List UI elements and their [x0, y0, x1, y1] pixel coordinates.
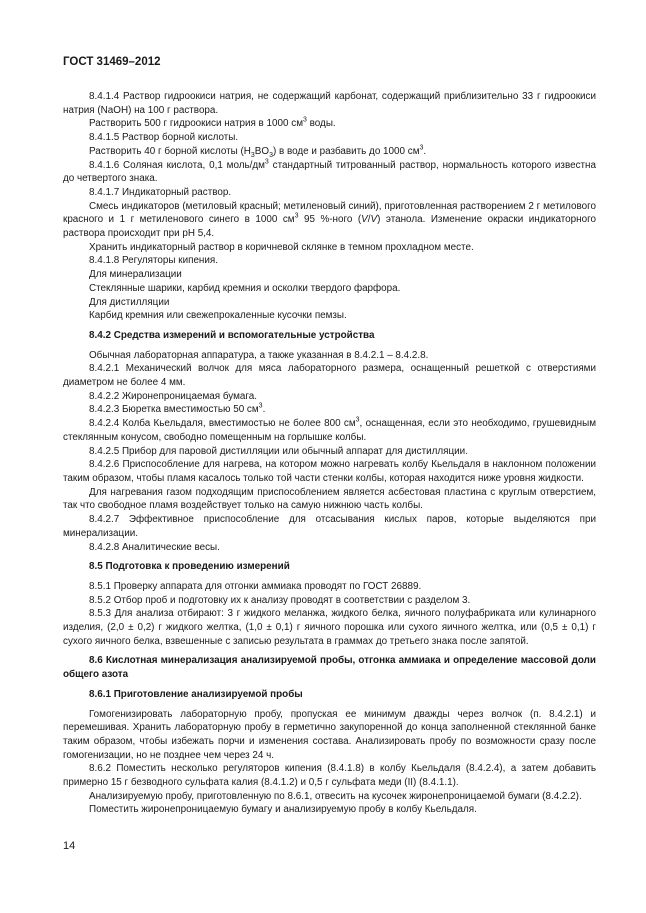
paragraph: 8.5.1 Проверку аппарата для отгонки аммиака проводят по ГОСТ 26889. — [89, 580, 422, 592]
paragraph: Карбид кремния или свежепрокаленные кусочки пемзы. — [89, 310, 347, 322]
paragraph: 8.5.3 Для анализа отбирают: 3 г жидкого меланжа, жидкого белка, яичного полуфабриката или кулинарного изделия, (2,0 ± 0,2) г жидкого желтка, (1,0 ± 0,1) г яичного порошка или сухого яичного желтка, или (0,5 ± 0,1) г сухого яичного белка, взвешенные с записью результата в граммах до третьего знака после запятой. — [63, 608, 596, 647]
paragraph: 8.4.2.1 Механический волчок для мяса лабораторного размера, оснащенный решеткой с отверстиями диаметром не более 4 мм. — [63, 363, 596, 389]
paragraph: Смесь индикаторов (метиловый красный; метиленовый синий), приготовленная растворением 2 г метилового красного и 1 г метиленового синего в 1000 $см^3$ 95 %-ного (V/V) этанола. Изменение окраски индикаторного раствора происходит при рН 5,4. — [63, 200, 596, 240]
paragraph: 8.4.2.8 Аналитические весы. — [89, 541, 220, 553]
paragraph: 8.4.2.7 Эффективное приспособление для отсасывания кислых паров, которые выделяются при минерализации. — [63, 514, 596, 539]
paragraph: Для нагревания газом подходящим приспособлением является асбестовая пластина с круглым отверстием, так что свободное пламя воздействует только на самую нижнюю часть колбы. — [63, 486, 596, 512]
paragraph: Растворить 500 г гидроокиси натрия в 1000 $см^3$ воды. — [89, 117, 336, 130]
paragraph: Анализируемую пробу, приготовленную по 8.6.1, отвесить на кусочек жиронепроницаемой бумаги (8.4.2.2). — [89, 790, 582, 802]
paragraph: Для дистилляции — [89, 296, 170, 308]
paragraph: 8.6.2 Поместить несколько регуляторов кипения (8.4.1.8) в колбу Кьельдаля (8.4.2.4), а затем добавить примерно 15 г безводного сульфата калия (8.4.1.2) и 0,5 г сульфата меди (II) (8.4.1.1). — [63, 763, 596, 789]
paragraph: 8.5.2 Отбор проб и подготовку их к анализу проводят в соответствии с разделом 3. — [89, 594, 471, 606]
section-heading: 8.5 Подготовка к проведению измерений — [89, 561, 290, 573]
paragraph: Растворить 40 г борной кислоты $(H_3BO_3)$ в воде и разбавить до 1000 $см^3$. — [89, 144, 427, 159]
paragraph: Поместить жиронепроницаемую бумагу и анализируемую пробу в колбу Кьельдаля. — [89, 804, 477, 816]
paragraph: 8.4.2.6 Приспособление для нагрева, на котором можно нагревать колбу Кьельдаля в наклонном положении таким образом, чтобы пламя касалось только той части стенки колбы, которая находится ниже уровня жидкости. — [63, 459, 596, 484]
paragraph: 8.4.1.5 Раствор борной кислоты. — [89, 132, 239, 144]
paragraph: 8.4.2.5 Прибор для паровой дистилляции или обычный аппарат для дистилляции. — [89, 445, 468, 457]
paragraph: Для минерализации — [89, 269, 182, 281]
paragraph: 8.4.2.4 Колба Кьельдаля, вместимостью не более 800 $см^3$, оснащенная, если это необходимо, грушевидным стеклянным конусом, свободно помещенным на горлышке колбы. — [63, 416, 596, 443]
paragraph: 8.4.1.7 Индикаторный раствор. — [89, 186, 232, 198]
section-heading: 8.6.1 Приготовление анализируемой пробы — [89, 688, 303, 700]
paragraph: Стеклянные шарики, карбид кремния и осколки твердого фарфора. — [89, 282, 401, 294]
paragraph: 8.4.2.3 Бюретка вместимостью 50 $см^3$. — [89, 403, 266, 416]
paragraph: 8.4.1.4 Раствор гидроокиси натрия, не содержащий карбонат, содержащий приблизительно 33 г гидроокиси натрия (NaOH) на 100 г раствора. — [63, 91, 596, 116]
paragraph: 8.4.1.6 Соляная кислота, 0,1 моль/$дм^3$ стандартный титрованный раствор, нормальность которого известна до четвертого знака. — [63, 158, 596, 185]
section-heading: 8.4.2 Средства измерений и вспомогательные устройства — [89, 329, 375, 341]
standard-header: ГОСТ 31469–2012 — [63, 56, 161, 68]
page-number: 14 — [63, 840, 76, 852]
section-heading: 8.6 Кислотная минерализация анализируемой пробы, отгонка аммиака и определение массовой доли общего азота — [63, 655, 596, 681]
paragraph: 8.4.2.2 Жиронепроницаемая бумага. — [89, 390, 257, 402]
paragraph: Обычная лабораторная аппаратура, а также указанная в 8.4.2.1 – 8.4.2.8. — [89, 349, 429, 361]
paragraph: Гомогенизировать лабораторную пробу, пропуская ее минимум дважды через волчок (п. 8.4.2.1) и перемешивая. Хранить лабораторную пробу в герметично закупоренной до конца заполненной стеклянной банке таким образом, чтобы избежать порчи и изменения состава. Анализировать пробу по возможности сразу после гомогенизации, но не позднее чем через 24 ч. — [63, 708, 596, 761]
document-body — [63, 90, 596, 817]
paragraph: Хранить индикаторный раствор в коричневой склянке в темном прохладном месте. — [89, 241, 474, 253]
paragraph: 8.4.1.8 Регуляторы кипения. — [89, 255, 218, 267]
